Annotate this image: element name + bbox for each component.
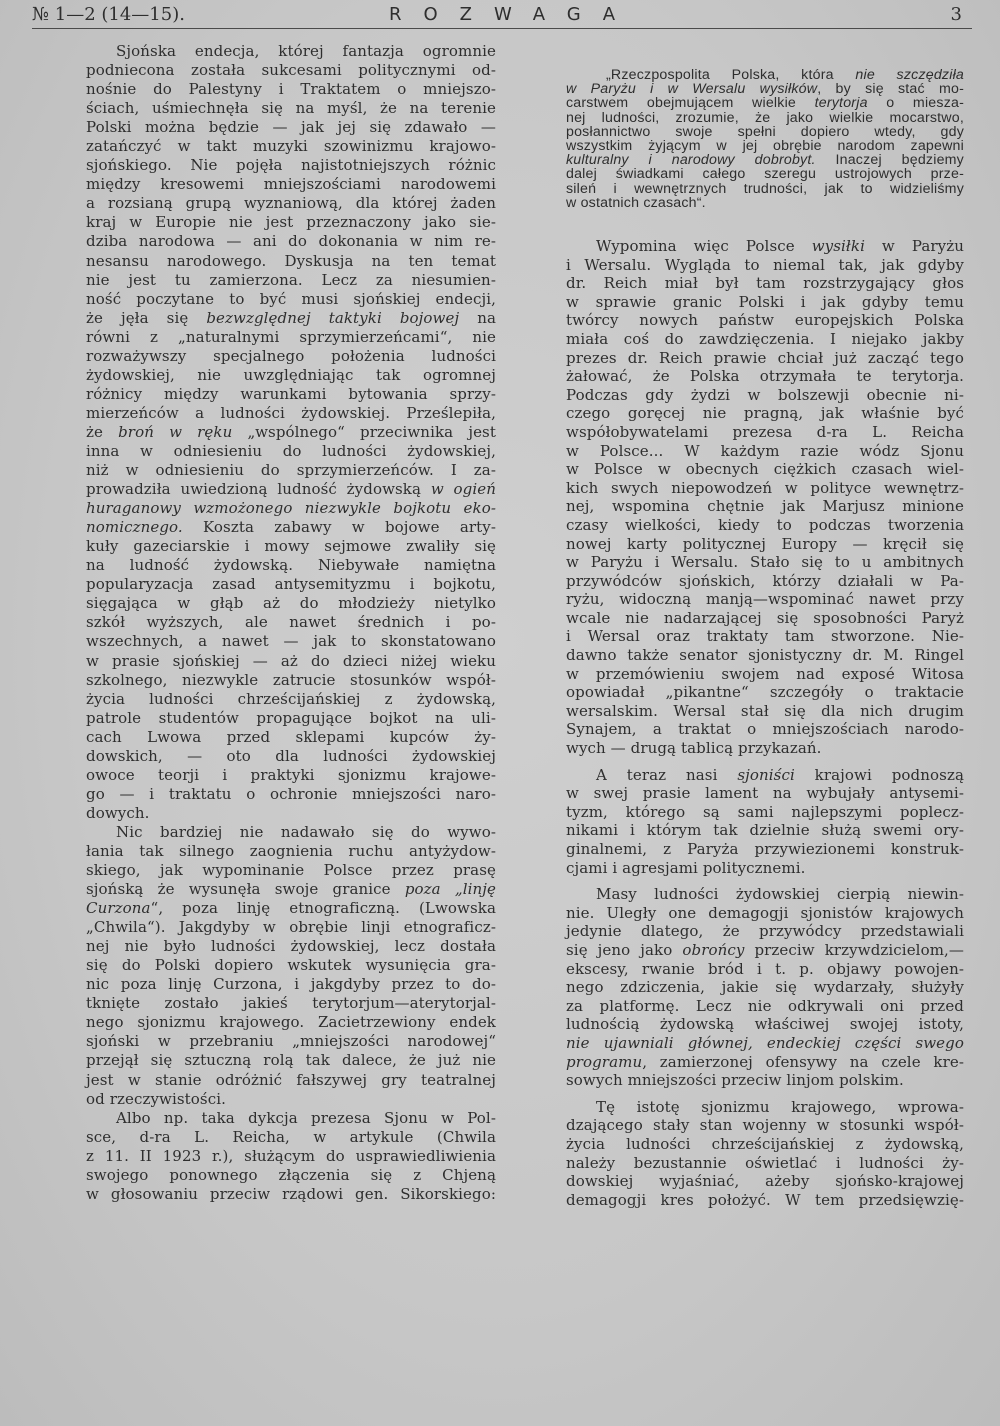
text-segment: na ludność żydowską. Niebywałe namiętna	[86, 556, 496, 575]
text-segment: nej, wspomina chętnie jak Marjusz minione	[566, 497, 964, 516]
text-segment: w Paryżu	[864, 237, 964, 255]
text-segment: nie jest tu zamierzona. Lecz za niesumien-	[86, 270, 496, 289]
text-line	[86, 1166, 496, 1185]
italic-text: Curzona	[86, 899, 151, 918]
text-segment: w ostatnich czasach“.	[566, 194, 706, 211]
text-segment: się jeno jako	[566, 940, 683, 959]
text-line	[86, 861, 496, 880]
text-segment: opowiadał „pikantne“ szczegóły o traktacie	[566, 683, 964, 702]
text-line	[566, 627, 964, 646]
text-line	[86, 632, 496, 651]
text-segment: w przemówieniu swojem nad exposé Witosa	[566, 664, 964, 683]
text-line	[86, 899, 496, 918]
text-segment: skiego, jak wypominanie Polsce przez prasę	[86, 861, 496, 880]
text-segment: Albo np. taka dykcja prezesa Sjonu w Pol-	[116, 1108, 496, 1127]
text-line	[86, 213, 496, 232]
paragraph	[566, 68, 964, 210]
text-line	[86, 290, 496, 309]
text-line	[566, 274, 964, 293]
text-line	[566, 960, 964, 979]
text-line	[566, 590, 964, 609]
text-segment: ryżu, widoczną manją—wspominać nawet przy	[566, 590, 964, 609]
text-segment: „Rzeczpospolita Polska, która	[606, 67, 856, 83]
text-line	[86, 956, 496, 975]
text-segment: się do Polski dopiero wskutek wysunięcia gra-	[86, 956, 496, 975]
text-segment: prezes dr. Reich prawie chciał już zacząć tego	[566, 348, 964, 367]
text-line	[86, 156, 496, 175]
text-segment: w swej prasie lament na wybujały antysemi-	[566, 784, 964, 803]
text-line	[566, 720, 964, 739]
text-segment: między kresowemi mniejszościami narodowemi	[86, 175, 496, 194]
text-segment: popularyzacja zasad antysemityzmu i bojkotu,	[86, 575, 496, 594]
text-line	[566, 1053, 964, 1072]
text-line	[566, 572, 964, 591]
text-line	[566, 609, 964, 628]
text-segment: szkolnego, niezwykle zatrucie stosunków współ-	[86, 670, 496, 689]
text-line	[86, 385, 496, 404]
text-segment: nie. Uległy one demagogji sjonistów krajowych	[566, 903, 964, 922]
journal-title: ROZWAGA	[388, 4, 638, 25]
text-line	[566, 904, 964, 923]
text-segment: nic poza linję Curzona, i jakgdyby przez to do-	[86, 975, 496, 994]
text-segment: zatańczyć w takt muzyki szowinizmu krajowo-	[86, 137, 496, 156]
text-segment: Polski można będzie — jak jej się zdawało —	[86, 118, 496, 137]
text-line	[566, 125, 964, 139]
text-line	[86, 404, 496, 423]
text-segment: nego sjonizmu krajowego. Zacietrzewiony endek	[86, 1013, 496, 1032]
text-segment: Synajem, a traktat o mniejszościach narodo-	[566, 720, 964, 739]
text-line	[566, 997, 964, 1016]
text-segment: kraj w Europie nie jest przeznaczony jako sie-	[86, 213, 496, 232]
text-line	[86, 766, 496, 785]
page-number: 3	[950, 4, 962, 25]
text-line	[566, 367, 964, 386]
text-line	[86, 461, 496, 480]
text-segment: kich swych niepowodzeń w polityce wewnętrz-	[566, 478, 964, 497]
italic-text: poza „linję	[404, 880, 497, 899]
text-segment: kuły gazeciarskie i mowy sejmowe zwaliły się	[86, 537, 496, 556]
text-segment: nej nie było ludności żydowskiej, lecz dostała	[86, 937, 496, 956]
text-line	[566, 978, 964, 997]
text-line	[86, 499, 496, 518]
italic-text: kulturalny i narodowy dobrobyt.	[566, 152, 816, 169]
text-line	[86, 61, 496, 80]
text-segment: szkół wyższych, ale nawet średnich i po-	[86, 613, 496, 632]
text-segment: A teraz nasi	[596, 765, 738, 784]
text-segment: w Polsce w obecnych ciężkich czasach wiel-	[566, 460, 964, 479]
text-line	[566, 941, 964, 960]
text-segment: cach Lwowa przed sklepami kupców ży-	[86, 727, 496, 746]
paragraph	[86, 1109, 496, 1204]
text-segment: nikami i którym tak dzielnie służą swemi ory-	[566, 821, 964, 840]
text-line	[566, 237, 964, 256]
text-line	[86, 252, 496, 271]
text-segment: inna w odniesieniu do ludności żydowskiej,	[86, 441, 496, 460]
text-segment: sięgająca w głąb aż do młodzieży nietylko	[86, 594, 496, 613]
text-line	[86, 537, 496, 556]
text-segment: Inaczej będziemy	[815, 152, 964, 169]
text-line	[566, 683, 964, 702]
text-line	[86, 1090, 496, 1109]
italic-text: sjoniści	[737, 765, 795, 784]
text-segment: nesansu narodowego. Dyskusja na ten temat	[86, 251, 496, 270]
text-segment: dowskiej wyjaśniać, ażeby sjońsko-krajowej	[566, 1172, 964, 1191]
text-line	[566, 330, 964, 349]
paragraph	[566, 237, 964, 758]
text-line	[566, 1191, 964, 1210]
text-segment: dawno także senator sjonistyczny dr. M. Ringel	[566, 646, 964, 665]
text-line	[86, 728, 496, 747]
text-segment: a rozsianą grupą wyznaniową, dla której żaden	[86, 194, 496, 213]
text-line	[566, 535, 964, 554]
text-line	[566, 196, 964, 210]
text-segment: cjami i agresjami politycznemi.	[566, 858, 806, 877]
text-line	[86, 652, 496, 671]
text-line	[566, 311, 964, 330]
text-line	[86, 518, 496, 537]
text-line	[566, 1172, 964, 1191]
text-segment: tyzm, którego są sami najlepszymi poplecz-	[566, 802, 964, 821]
text-segment: wcale nie nadarzającej się sposobności Paryż	[566, 608, 964, 627]
text-line	[86, 709, 496, 728]
italic-text: nomicznego.	[86, 518, 183, 537]
text-line	[86, 671, 496, 690]
text-segment: nośnie do Palestyny i Traktatem o mniejszo-	[86, 80, 496, 99]
paragraph	[86, 42, 496, 823]
text-segment: dalej świadkami całego szeregu ustrojowych prze-	[566, 166, 964, 183]
text-segment: „Chwila“). Jakgdyby w obrębie linji etnograficz-	[86, 918, 496, 937]
text-line	[566, 646, 964, 665]
text-segment: prowadziła uwiedzioną ludność żydowską	[86, 480, 431, 499]
text-segment: dzającego stały stan wojenny w stosunki współ-	[566, 1116, 964, 1135]
text-segment: Nic bardziej nie nadawało się do wywo-	[116, 822, 496, 841]
italic-text: bezwzględnej taktyki bojowej	[206, 308, 460, 327]
text-segment: Masy ludności żydowskiej cierpią niewin-	[596, 885, 964, 904]
text-line	[566, 516, 964, 535]
text-line	[566, 739, 964, 758]
text-segment: Koszta zabawy w bojowe arty-	[182, 518, 496, 537]
quoted-passage	[566, 68, 964, 210]
text-segment: „wspólnego“ przeciwnika jest	[232, 422, 496, 441]
paragraph	[566, 766, 964, 878]
text-segment: dowych.	[86, 803, 150, 822]
text-line	[86, 937, 496, 956]
text-segment: owoce teorji i praktyki sjonizmu krajowe-	[86, 765, 496, 784]
text-segment: sjońskiego. Nie pojęła najistotniejszych różnic	[86, 156, 496, 175]
text-line	[566, 1135, 964, 1154]
text-segment: na	[459, 308, 496, 327]
text-line	[86, 232, 496, 251]
text-segment: życia ludności chrześcijańskiej z żydowską,	[86, 689, 496, 708]
text-segment: miała coś do zawdzięczenia. I niejako jakby	[566, 329, 964, 348]
text-line	[86, 804, 496, 823]
text-segment: że	[86, 422, 119, 441]
text-segment: jedynie dlatego, że przywódcy przedstawiali	[566, 922, 964, 941]
text-segment: w Paryżu i Wersalu. Stało się to u ambitnych	[566, 553, 964, 572]
text-segment: nego zdziczenia, jakie się wydarzały, służyły	[566, 978, 964, 997]
text-segment: należy bezustannie oświetlać i ludności ży-	[566, 1153, 964, 1172]
italic-text: wysiłki	[811, 237, 865, 255]
text-line	[566, 840, 964, 859]
text-segment: wszystkim żyjącym w jej obrębie narodom zapewni	[566, 138, 964, 155]
text-segment: ekscesy, rwanie bród i t. p. objawy powojen-	[566, 959, 964, 978]
text-segment: o miesza-	[867, 95, 964, 112]
text-line	[566, 423, 964, 442]
text-segment: i Wersal oraz traktaty tam stworzone. Nie-	[566, 627, 964, 646]
text-line	[566, 404, 964, 423]
text-segment: w Polsce... W każdym razie wódz Sjonu	[566, 441, 964, 460]
text-segment: nej ludności, zrozumie, że jako wielkie mocarstwo,	[566, 109, 964, 126]
text-line	[566, 111, 964, 125]
text-segment: krajowi podnoszą	[794, 765, 964, 784]
paragraph	[86, 823, 496, 1109]
right-column	[566, 237, 964, 1209]
text-line	[566, 153, 964, 167]
text-line	[86, 99, 496, 118]
text-segment: nowej karty politycznej Europy — kręcił się	[566, 534, 964, 553]
text-line	[86, 747, 496, 766]
text-segment: niż w odniesieniu do sprzymierzeńców. I za-	[86, 461, 496, 480]
text-segment: wszechnych, a nawet — jak to skonstatowano	[86, 632, 496, 651]
text-segment: Podczas gdy żydzi w bolszewji obecnie ni-	[566, 385, 964, 404]
text-segment: ludnością żydowską właściwej swojej istoty,	[566, 1015, 964, 1034]
text-line	[566, 922, 964, 941]
text-segment: w prasie sjońskiej — aż do dzieci niżej wieku	[86, 651, 496, 670]
text-segment: czego goręcej nie pragną, jak właśnie być	[566, 404, 964, 423]
text-line	[86, 1128, 496, 1147]
text-line	[566, 349, 964, 368]
text-segment: od rzeczywistości.	[86, 1089, 226, 1108]
text-segment: carstwem obejmującem wielkie	[566, 95, 815, 112]
text-line	[86, 823, 496, 842]
text-line	[566, 139, 964, 153]
text-segment: dr. Reich miał był tam rozstrzygający głos	[566, 274, 964, 293]
text-line	[566, 1015, 964, 1034]
text-segment: ginalnemi, z Paryża przywiezionemi konstruk-	[566, 840, 964, 858]
text-segment: sowych mniejszości przeciw linjom polskim.	[566, 1071, 904, 1090]
text-segment: życia ludności chrześcijańskiej z żydowską,	[566, 1134, 964, 1153]
text-segment: ściach, uśmiechnęła się na myśl, że na terenie	[86, 99, 496, 118]
italic-text: w Paryżu i w Wersalu wysiłków	[566, 81, 818, 98]
text-line	[86, 594, 496, 613]
text-line	[86, 690, 496, 709]
text-segment: jest w stanie odróżnić fałszywej gry teatralnej	[86, 1070, 496, 1089]
text-line	[566, 821, 964, 840]
text-segment: sileń i wewnętrznych trudności, jak to widzieliśmy	[566, 180, 964, 197]
text-line	[566, 553, 964, 572]
left-column	[86, 42, 496, 1204]
text-line	[566, 1034, 964, 1053]
text-line	[86, 328, 496, 347]
text-segment: dziba narodowa — ani do dokonania w nim re-	[86, 232, 496, 251]
text-segment: żydowskiej, nie uwzględniając tak ogromnej	[86, 365, 496, 384]
text-segment: rozważywszy specjalnego położenia ludności	[86, 346, 496, 365]
text-segment: posłannictwo swoje spełni dopiero wtedy, gdy	[566, 123, 964, 140]
text-line	[566, 784, 964, 803]
text-line	[566, 82, 964, 96]
italic-text: broń w ręku	[118, 422, 233, 441]
text-segment: Sjońska endecja, której fantazja ogromnie	[116, 42, 496, 60]
text-segment: , by się stać mo-	[817, 81, 964, 98]
text-line	[86, 556, 496, 575]
text-line	[566, 182, 964, 196]
text-line	[86, 785, 496, 804]
text-segment: sjoński w przebraniu „mniejszości narodowej“	[86, 1032, 496, 1051]
text-line	[86, 137, 496, 156]
text-line	[86, 271, 496, 290]
text-line	[566, 1154, 964, 1173]
text-line	[86, 1185, 496, 1204]
text-line	[86, 1071, 496, 1090]
text-segment: , zamierzonej ofensywy na czele kre-	[642, 1052, 964, 1071]
text-line	[86, 880, 496, 899]
text-line	[86, 613, 496, 632]
text-line	[86, 309, 496, 328]
text-segment: w sprawie granic Polski i jak gdyby temu	[566, 292, 964, 311]
paragraph	[566, 1098, 964, 1210]
text-segment: swojego ponownego złączenia się z Chjeną	[86, 1165, 496, 1184]
text-segment: różnicy między warunkami bytowania sprzy-	[86, 384, 496, 403]
text-line	[86, 994, 496, 1013]
text-line	[86, 194, 496, 213]
text-segment: żałować, że Polska otrzymała te terytorja.	[566, 367, 964, 386]
text-line	[86, 42, 496, 61]
text-line	[566, 167, 964, 181]
text-line	[566, 1071, 964, 1090]
text-segment: że jęła się	[86, 308, 207, 327]
text-line	[86, 1013, 496, 1032]
text-line	[86, 842, 496, 861]
text-line	[86, 1147, 496, 1166]
text-line	[566, 1098, 964, 1117]
text-line	[566, 497, 964, 516]
text-line	[86, 1109, 496, 1128]
text-line	[566, 68, 964, 82]
text-segment: mierzeńców a ludności żydowskiej. Prześlepiła,	[86, 403, 496, 422]
text-segment: demagogji kres położyć. W tem przedsięwzię-	[566, 1190, 964, 1209]
text-segment: i Wersalu. Wygląda to niemal tak, jak gdyby	[566, 255, 964, 274]
text-segment: przejął się sztuczną rolą tak dalece, że już nie	[86, 1051, 496, 1070]
text-line	[86, 175, 496, 194]
text-line	[86, 575, 496, 594]
text-line	[566, 803, 964, 822]
text-segment: Wypomina więc Polsce	[596, 237, 812, 255]
text-segment: przywódców sjońskich, którzy działali w Pa-	[566, 571, 964, 590]
text-line	[566, 665, 964, 684]
text-segment: z 11. II 1923 r.), służącym do usprawiedliwienia	[86, 1146, 496, 1165]
text-line	[566, 479, 964, 498]
italic-text: w ogień	[430, 480, 496, 499]
text-segment: wych — drugą tablicą przykazań.	[566, 739, 822, 758]
text-segment: sce, d-ra L. Reicha, w artykule (Chwila	[86, 1127, 496, 1146]
text-segment: twórcy nowych państw europejskich Polska	[566, 311, 964, 330]
text-segment: czasy wielkości, kiedy to podczas tworzenia	[566, 515, 964, 534]
italic-text: nie ujawniali głównej, endeckiej części swego	[566, 1033, 964, 1052]
running-header	[32, 2, 972, 29]
text-line	[86, 975, 496, 994]
text-segment: przeciw krzywdzicielom,—	[744, 940, 964, 959]
text-segment: wersalskim. Wersal stał się dla nich drugim	[566, 701, 964, 720]
text-line	[86, 423, 496, 442]
italic-text: programu	[566, 1052, 643, 1071]
text-segment: równi z „naturalnymi sprzymierzeńcami“, nie	[86, 327, 496, 346]
text-line	[566, 702, 964, 721]
text-line	[86, 1032, 496, 1051]
text-line	[86, 347, 496, 366]
text-segment: łania tak silnego zaognienia ruchu antyżydow-	[86, 841, 496, 860]
text-segment: współobywatelami prezesa d-ra L. Reicha	[566, 422, 964, 441]
text-line	[566, 885, 964, 904]
text-segment: sjońską że wysunęła swoje granice	[86, 880, 405, 899]
text-line	[566, 460, 964, 479]
text-segment: za platformę. Lecz nie odkrywali oni przed	[566, 996, 964, 1015]
text-segment: dowskich, — oto dla ludności żydowskiej	[86, 746, 496, 765]
text-segment: tknięte zostało jakieś terytorjum—aterytorjal-	[86, 994, 496, 1013]
text-line	[566, 1116, 964, 1135]
text-line	[566, 96, 964, 110]
text-line	[86, 80, 496, 99]
text-line	[566, 256, 964, 275]
text-line	[566, 442, 964, 461]
text-segment: w głosowaniu przeciw rządowi gen. Sikorskiego:	[86, 1184, 496, 1203]
issue-number: № 1—2 (14—15).	[32, 4, 185, 25]
text-line	[86, 480, 496, 499]
text-segment: Tę istotę sjonizmu krajowego, wprowa-	[596, 1097, 964, 1116]
text-line	[86, 442, 496, 461]
text-line	[86, 918, 496, 937]
paragraph	[566, 885, 964, 1090]
text-segment: “, poza linję etnograficzną. (Lwowska	[150, 899, 496, 918]
text-line	[86, 366, 496, 385]
text-segment: patrole studentów propagujące bojkot na uli-	[86, 708, 496, 727]
text-line	[86, 118, 496, 137]
text-line	[566, 293, 964, 312]
text-segment: ność poczytane to być musi sjońskiej endecji,	[86, 289, 496, 308]
italic-text: huraganowy wzmożonego niezwykle bojkotu eko-	[86, 499, 496, 518]
italic-text: obrońcy	[682, 940, 745, 959]
text-line	[566, 386, 964, 405]
italic-text: terytorja	[814, 95, 868, 112]
text-line	[566, 766, 964, 785]
text-line	[86, 1051, 496, 1070]
italic-text: nie szczędziła	[855, 67, 965, 83]
text-line	[566, 859, 964, 878]
text-segment: go — i traktatu o ochronie mniejszości naro-	[86, 784, 496, 803]
text-segment: podniecona została sukcesami politycznymi od-	[86, 61, 496, 80]
